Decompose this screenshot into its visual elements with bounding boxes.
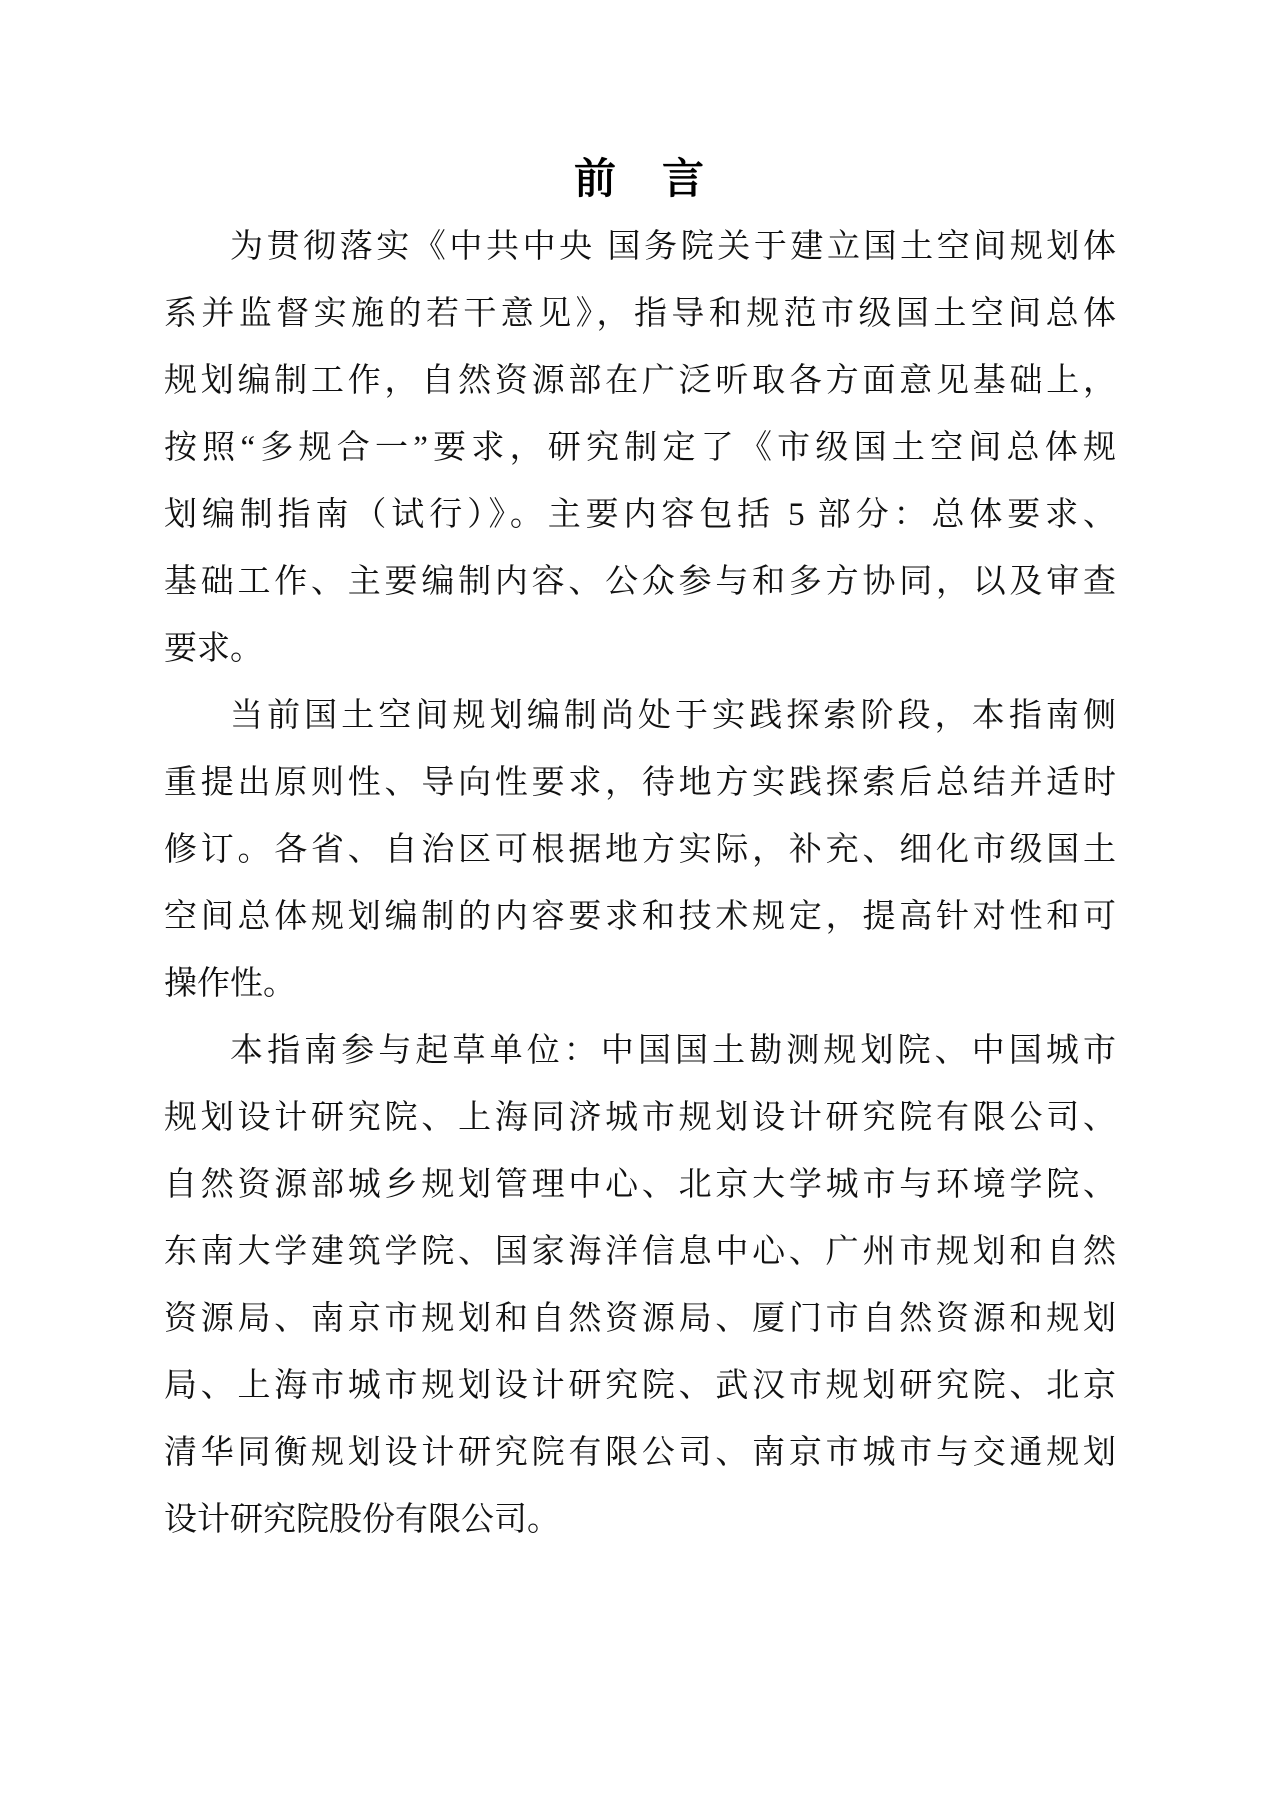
text-line: 本指南参与起草单位：中国国土勘测规划院、中国城市 bbox=[230, 1033, 1116, 1069]
text-line: 划编制指南（试行）》。主要内容包括 5 部分：总体要求、 bbox=[164, 497, 1116, 533]
text-line: 基础工作、主要编制内容、公众参与和多方协同，以及审查 bbox=[164, 564, 1116, 600]
paragraph bbox=[164, 683, 1116, 1018]
text-line: 重提出原则性、导向性要求，待地方实践探索后总结并适时 bbox=[164, 765, 1116, 801]
text-line: 当前国土空间规划编制尚处于实践探索阶段，本指南侧 bbox=[230, 698, 1116, 734]
text-line: 规划编制工作，自然资源部在广泛听取各方面意见基础上， bbox=[164, 363, 1116, 399]
text-line: 东南大学建筑学院、国家海洋信息中心、广州市规划和自然 bbox=[164, 1234, 1116, 1270]
text-line: 规划设计研究院、上海同济城市规划设计研究院有限公司、 bbox=[164, 1100, 1116, 1136]
text-line: 按照“多规合一”要求，研究制定了《市级国土空间总体规 bbox=[164, 430, 1116, 466]
text-line: 设计研究院股份有限公司。 bbox=[164, 1502, 560, 1538]
text-line: 系并监督实施的若干意见》，指导和规范市级国土空间总体 bbox=[164, 296, 1116, 332]
text-line: 为贯彻落实《中共中央 国务院关于建立国土空间规划体 bbox=[230, 229, 1116, 265]
text-line: 自然资源部城乡规划管理中心、北京大学城市与环境学院、 bbox=[164, 1167, 1116, 1203]
text-line: 局、上海市城市规划设计研究院、武汉市规划研究院、北京 bbox=[164, 1368, 1116, 1404]
document-body bbox=[164, 214, 1116, 1554]
text-line: 空间总体规划编制的内容要求和技术规定，提高针对性和可 bbox=[164, 899, 1116, 935]
paragraph bbox=[164, 214, 1116, 683]
text-line: 要求。 bbox=[164, 631, 263, 667]
text-line: 清华同衡规划设计研究院有限公司、南京市城市与交通规划 bbox=[164, 1435, 1116, 1471]
text-line: 修订。各省、自治区可根据地方实际，补充、细化市级国土 bbox=[164, 832, 1116, 868]
text-line: 操作性。 bbox=[164, 966, 296, 1002]
page-title: 前 言 bbox=[573, 155, 706, 202]
text-line: 资源局、南京市规划和自然资源局、厦门市自然资源和规划 bbox=[164, 1301, 1116, 1337]
paragraph bbox=[164, 1018, 1116, 1554]
